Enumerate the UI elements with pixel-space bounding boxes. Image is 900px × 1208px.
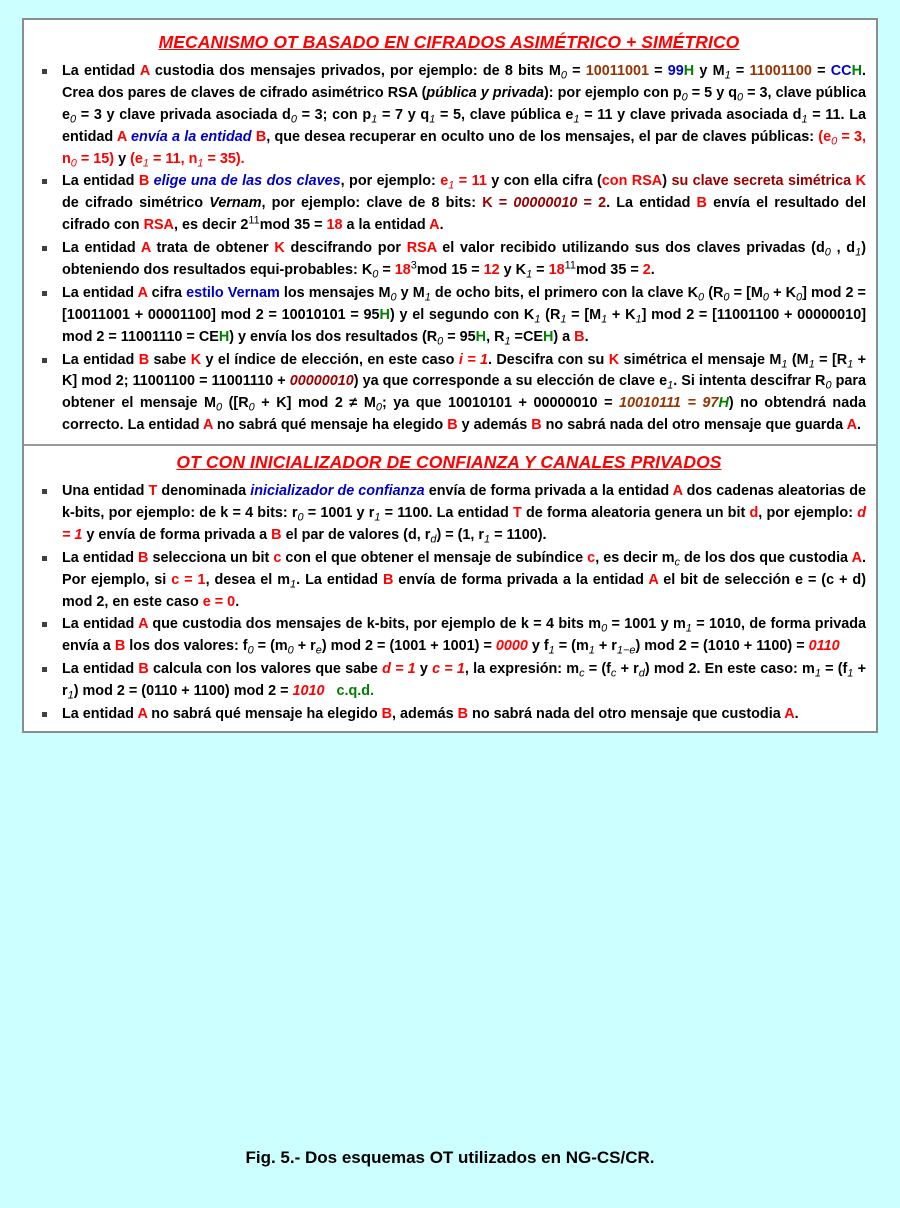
section-1-heading: MECANISMO OT BASADO EN CIFRADOS ASIMÉTRICO + SIMÉTRICO — [158, 32, 740, 52]
section-divider — [24, 444, 876, 446]
document-box — [22, 18, 878, 733]
section-1-bullet-list — [32, 61, 866, 437]
list-item: La entidad B sabe K y el índice de elección, en este caso i = 1. Descifra con su K simétrica el mensaje $M_1$ ($M_1 = [R_1 + K]$ mod 2; 11001100 = 11001110 + 00000010) ya que corresponde a su elección de clave $e_1$. Si intenta descifrar $R_0$ para obtener el mensaje $M_0$ ($[R_0 + K]$ mod $2 \ne M_0$; ya que 10010101 + 00000010 = 10010111 = 97H) no obtendrá nada correcto. La entidad A no sabrá qué mensaje ha elegido B y además B no sabrá nada del otro mensaje que guarda A. — [32, 350, 866, 438]
figure-caption: Fig. 5.- Dos esquemas OT utilizados en NG-CS/CR. — [245, 1148, 655, 1167]
list-item: La entidad B calcula con los valores que sabe d = 1 y c = 1, la expresión: $m_c = (f_c + r_d)$ mod 2. En este caso: $m_1 = (f_1 + r_1)$ mod 2 = (0110 + 1100) mod 2 = 1010 c.q.d. — [32, 659, 866, 703]
list-item: La entidad A no sabrá qué mensaje ha elegido B, además B no sabrá nada del otro mensaje que custodia A. — [32, 704, 866, 726]
list-item: La entidad B selecciona un bit c con el que obtener el mensaje de subíndice c, es decir $m_c$ de los dos que custodia A. Por ejemplo, si c = 1, desea el $m_1$. La entidad B envía de forma privada a la entidad A el bit de selección e = (c + d) mod 2, en este caso e = 0. — [32, 548, 866, 614]
list-item: Una entidad T denominada inicializador de confianza envía de forma privada a la entidad A dos cadenas aleatorias de k-bits, por ejemplo: de k = 4 bits: $r_0 = 1001$ y $r_1 = 1100$. La entidad T de forma aleatoria genera un bit d, por ejemplo: d = 1 y envía de forma privada a B el par de valores (d, $r_d) = (1$, $r_1 = 1100$). — [32, 481, 866, 547]
list-item: La entidad A custodia dos mensajes privados, por ejemplo: de 8 bits $M_0 = 10011001 = 99H$ y $M_1 = 11001100$ = CCH. Crea dos pares de claves de cifrado asimétrico RSA (pública y privada): por ejemplo con $p_0 = 5$ y $q_0 = 3$, clave pública $e_0 = 3$ y clave privada asociada $d_0 = 3$; con $p_1 = 7$ y $q_1 = 5$, clave pública $e_1 = 11$ y clave privada asociada $d_1 = 11$. La entidad A envía a la entidad B, que desea recuperar en oculto uno de los mensajes, el par de claves públicas: ($e_0 = 3$, $n_0 = 15$) y ($e_1 = 11$, $n_1 = 35$). — [32, 61, 866, 170]
list-item: La entidad A cifra estilo Vernam los mensajes $M_0$ y $M_1$ de ocho bits, el primero con la clave $K_0$ ($R_0 = [M_0 + K_0]$ mod 2 = [10011001 + 00001100] mod 2 = 10010101 = 95H) y el segundo con $K_1$ ($R_1 = [M_1 + K_1]$ mod 2 = [11001100 + 00000010] mod 2 = 11001110 = CEH) y envía los dos resultados ($R_0 = 95H$, $R_1 =CEH$) a B. — [32, 283, 866, 349]
list-item: La entidad A que custodia dos mensajes de k-bits, por ejemplo de k = 4 bits $m_0 = 1001$ y $m_1 = 1010$, de forma privada envía a B los dos valores: $f_0 = (m_0 + r_e)$ mod 2 = (1001 + 1001) = 0000 y $f_1 = (m_1 + r_{1-e})$ mod 2 = (1010 + 1100) = 0110 — [32, 614, 866, 658]
section-2-bullet-list — [32, 481, 866, 726]
section-2-heading: OT CON INICIALIZADOR DE CONFIANZA Y CANALES PRIVADOS — [176, 452, 722, 473]
list-item: La entidad A trata de obtener K descifrando por RSA el valor recibido utilizando sus dos claves privadas ($d_0$ , $d_1$) obteniendo dos resultados equi-probables: $K_0 = 18^3mod$ 15 = 12 y $K_1 = 18^{11}mod$ 35 = 2. — [32, 238, 866, 282]
list-item: La entidad B elige una de las dos claves, por ejemplo: $e_1 = 11$ y con ella cifra (con RSA) su clave secreta simétrica K de cifrado simétrico Vernam, por ejemplo: clave de 8 bits: K = 00000010 = 2. La entidad B envía el resultado del cifrado con RSA, es decir $2^{11}mod$ 35 = 18 a la entidad A. — [32, 171, 866, 237]
